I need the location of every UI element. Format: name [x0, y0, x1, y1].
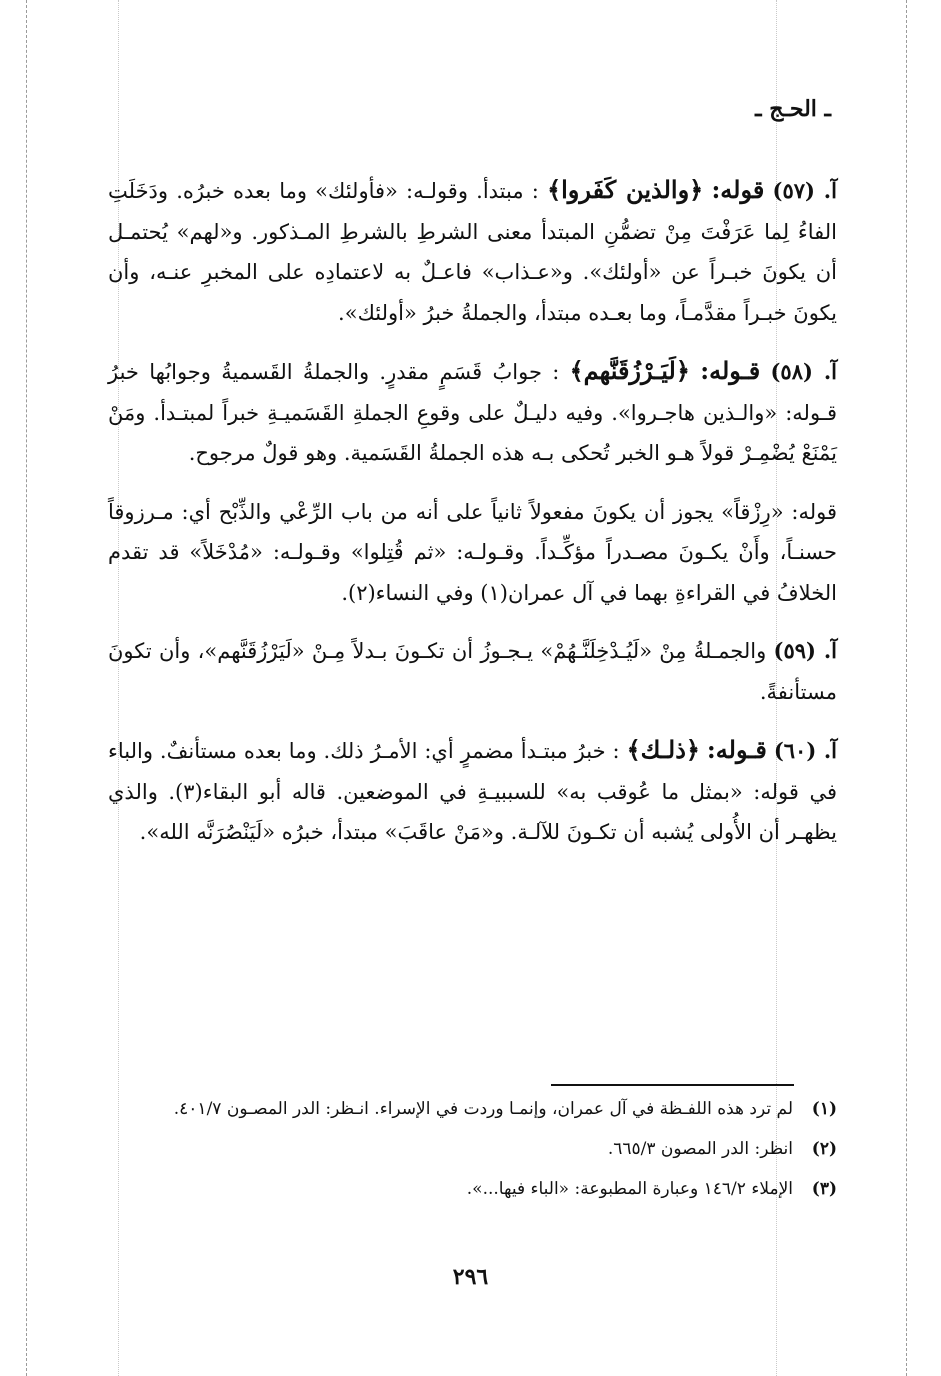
- footnote-text: انظر: الدر المصون ٦٦٥/٣.: [607, 1139, 793, 1159]
- commentary-text: : خبرُ مبتـدأ مضمرٍ أي: الأمـرُ ذلك. وما بعده مستأنفٌ. والباء في قوله: «بمثل ما عُوقب به» للسببيـةِ في الموضعين. قاله أبو البقاء(٣). والذي يظهـر أن الأُولى يُشبه أن تكـونَ للآلـة. و«مَنْ عاقَبَ» مبتدأ، خبرُه «لَيَنْصُرَنَّه الله».: [108, 739, 837, 844]
- main-text: [108, 170, 837, 871]
- margin-guide-left: [26, 0, 27, 1376]
- quran-quote: ﴿ذلـك﴾: [626, 735, 700, 764]
- footnote-3: [108, 1173, 837, 1205]
- footnote-separator: [551, 1084, 794, 1086]
- quran-quote: ﴿لَيَـرْزُقَنَّهم﴾: [569, 356, 690, 385]
- verse-ref: آ. (٥٧): [772, 178, 837, 203]
- qawl-label: قـوله:: [706, 735, 767, 764]
- running-header: ـ الحـج ـ: [755, 96, 831, 122]
- qawl-label: قـوله:: [700, 356, 761, 385]
- verse-ref: آ. (٦٠): [773, 738, 837, 763]
- commentary-text: : مبتدأ. وقولـه: «فأولئك» وما بعده خبرُه. ودَخَلَتِ الفاءُ لِما عَرَفْتَ مِنْ تضمُّنِ المبتدأ معنى الشرطِ بالشرطِ المـذكور. و«لهم» يُحتمـل أن يكونَ خبـراً عن «أولئك». و«عـذاب» فاعـلٌ به لاعتمادِه على المخبرِ عنـه، وأن يكونَ خبـراً مقدَّمـاً، وما بعـده مبتدأ، والجملةُ خبرُ «أولئك».: [108, 179, 837, 325]
- footnote-number: (١): [811, 1099, 837, 1119]
- paragraph-aya-58: [108, 351, 837, 474]
- footnotes: [108, 1093, 837, 1213]
- footnote-number: (٣): [811, 1179, 837, 1199]
- paragraph-aya-60: [108, 730, 837, 853]
- footnote-2: [108, 1133, 837, 1165]
- paragraph-aya-57: [108, 170, 837, 333]
- qawl-label: قوله:: [711, 175, 765, 204]
- footnote-number: (٢): [811, 1139, 837, 1159]
- footnote-text: الإملاء ١٤٦/٢ وعبارة المطبوعة: «الباء فيها...».: [466, 1179, 793, 1199]
- paragraph-aya-59: [108, 631, 837, 712]
- footnote-1: [108, 1093, 837, 1125]
- footnote-text: لم ترد هذه اللفـظة في آل عمران، وإنمـا وردت في الإسراء. انـظر: الدر المصـون ٤٠١/٧.: [173, 1099, 793, 1119]
- quran-quote: ﴿والذين كَفَروا﴾: [547, 175, 704, 204]
- paragraph-rizqan: [108, 492, 837, 614]
- verse-ref: آ. (٥٨): [770, 359, 837, 384]
- page-number: ٢٩٦: [452, 1264, 489, 1290]
- commentary-text: : جوابُ قَسَمٍ مقدرٍ. والجملةُ القَسميةُ وجوابُها خبرُ قـوله: «والـذين هاجـروا». وفيه دليـلٌ على وقوعِ الجملةِ القَسَميـةِ خبراً لمبتـدأ. ومَنْ يَمْنَعْ يُضْمِـرْ قولاً هـو الخبر تُحكى بـه هذه الجملةُ القَسَمية. وهو قولٌ مرجوح.: [108, 360, 837, 465]
- margin-guide-right: [906, 0, 907, 1376]
- commentary-text: قوله: «رِزْقاً» يجوز أن يكونَ مفعولاً ثانياً على أنه من باب الرِّعْي والذِّبْح أي: مـرزوقاً حسنـاً، وأَنْ يكـونَ مصـدراً مؤكِّـداً. وقـولـه: «ثم قُتِلوا» وقـولـه: «مُدْخَلاً» قد تقدم الخلافُ في القراءةِ بهما في آل عمران(١) وفي النساء(٢).: [108, 499, 837, 605]
- commentary-text: والجمـلةُ مِنْ «لَيُـدْخِلَنَّـهُمْ» يـجـوزُ أن تكـونَ بـدلاً مِـنْ «لَيَرْزُقَنَّهم»، وأن تكونَ مستأنفةً.: [108, 639, 837, 704]
- verse-ref: آ. (٥٩): [773, 638, 837, 663]
